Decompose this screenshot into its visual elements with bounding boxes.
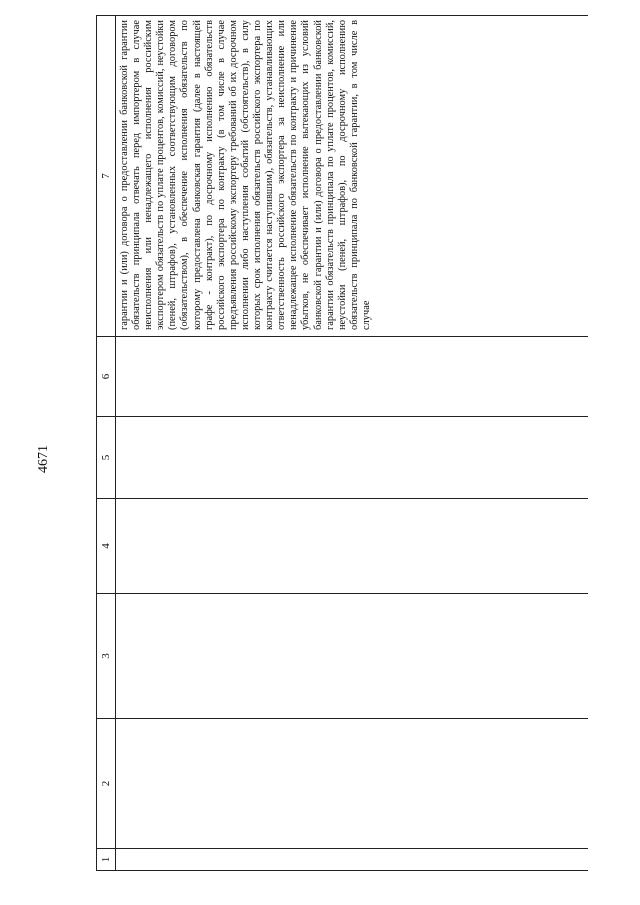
table-frame <box>96 16 588 871</box>
document-table <box>96 15 588 871</box>
table-rotated-content <box>96 16 588 871</box>
cell-col-7-text: гарантии и (или) договора о предоставлении банковской гарантии обязательств принципала отвечать перед импортером в случае неисполнения или ненадлежащего исполнения российским экспортером обязательств по уплате процентов, комиссий, неустойки (пеней, штрафов), установленных соответствующим договором (обязательством), в обеспечение исполнения обязательств по которому предоставлена банковская гарантия (далее в настоящей графе - контракт), по досрочному исполнению обязательств российского экспортера по контракту (в том числе в случае предъявления российскому экспортеру требований об их досрочном исполнении либо наступления событий (обстоятельств), в силу которых срок исполнения обязательств российского экспортера по контракту считается наступившим), обязательств, устанавливающих ответственность российского экспортера за неисполнение или ненадлежащее исполнение обязательств по контракту и причинение убытков, не обеспечивает исполнение вытекающих из условий банковской гарантии и (или) договора о предоставлении банковской гарантии обязательств принципала по уплате процентов, комиссий, неустойки (пеней, штрафов), по досрочному исполнению обязательств принципала по банковской гарантии, в том числе в случае <box>116 16 589 337</box>
column-header-4: 4 <box>97 499 116 594</box>
column-header-1: 1 <box>97 849 116 871</box>
table-header-row <box>97 16 116 871</box>
page-number: 4671 <box>36 445 51 473</box>
column-header-5: 5 <box>97 417 116 499</box>
column-header-6: 6 <box>97 337 116 417</box>
cell-col-1 <box>116 849 589 871</box>
cell-col-6 <box>116 337 589 417</box>
cell-col-5 <box>116 417 589 499</box>
column-header-7: 7 <box>97 16 116 337</box>
table-row <box>116 16 589 871</box>
cell-col-2 <box>116 719 589 849</box>
column-header-2: 2 <box>97 719 116 849</box>
cell-col-4 <box>116 499 589 594</box>
cell-col-3 <box>116 594 589 719</box>
column-header-3: 3 <box>97 594 116 719</box>
